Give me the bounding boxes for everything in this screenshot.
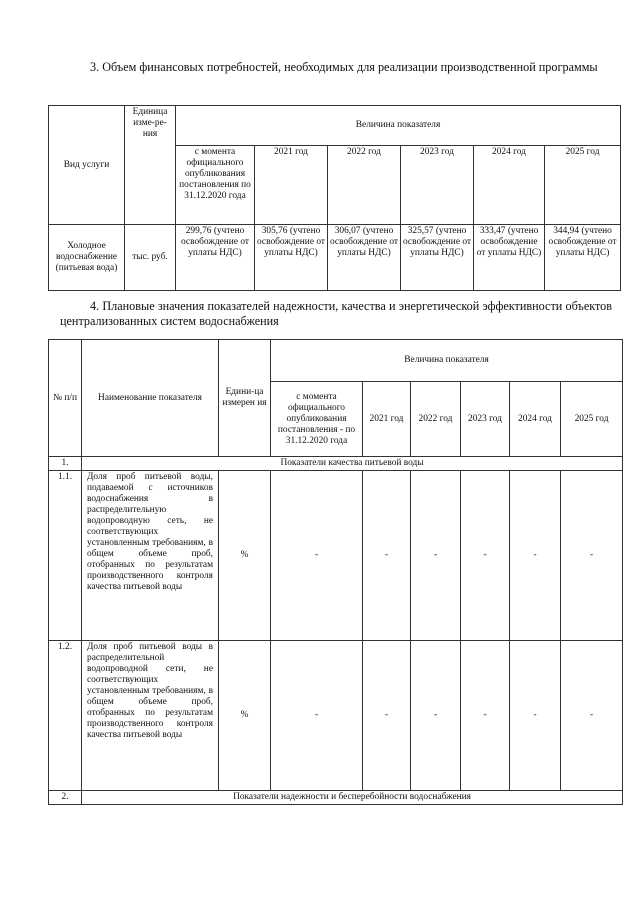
header-period: 2024 год bbox=[474, 146, 545, 225]
header-unit: Единица изме-ре-ния bbox=[125, 106, 176, 225]
header-period: с момента официального опубликования постановления - по 31.12.2020 года bbox=[271, 382, 363, 457]
indicator-name: Доля проб питьевой воды, подаваемой с источников водоснабжения в распределительную водопроводную сеть, не соответствующих установленным требованиям, в общем объеме проб, отобранных по результатам производственного контроля качества питьевой воды bbox=[82, 471, 219, 641]
header-period: с момента официального опубликования постановления по 31.12.2020 года bbox=[176, 146, 255, 225]
header-value: Величина показателя bbox=[176, 106, 621, 146]
group-num: 1. bbox=[49, 457, 82, 471]
value-cell: - bbox=[461, 471, 510, 641]
value-cell: - bbox=[510, 471, 561, 641]
row-num: 1.2. bbox=[49, 641, 82, 791]
group-row bbox=[49, 457, 623, 471]
header-period: 2023 год bbox=[401, 146, 474, 225]
header-period: 2025 год bbox=[561, 382, 623, 457]
header-period: 2021 год bbox=[255, 146, 328, 225]
value-cell: - bbox=[363, 641, 411, 791]
header-period: 2021 год bbox=[363, 382, 411, 457]
header-name: Наименование показателя bbox=[82, 340, 219, 457]
value-cell: - bbox=[411, 641, 461, 791]
indicators-table bbox=[48, 339, 623, 805]
value-cell: - bbox=[271, 641, 363, 791]
header-service: Вид услуги bbox=[49, 106, 125, 225]
financial-needs-table bbox=[48, 105, 621, 291]
group-title: Показатели надежности и бесперебойности водоснабжения bbox=[82, 791, 623, 805]
value-cell: 344,94 (учтено освобождение от уплаты НДС) bbox=[545, 225, 621, 291]
header-unit: Едини-ца измерен ия bbox=[219, 340, 271, 457]
section-4-heading: 4. Плановые значения показателей надежности, качества и энергетической эффективности объектов централизованных систем водоснабжения bbox=[60, 299, 612, 328]
row-num: 1.1. bbox=[49, 471, 82, 641]
service-name: Холодное водоснабжение (питьевая вода) bbox=[49, 225, 125, 291]
value-cell: 325,57 (учтено освобождение от уплаты НДС) bbox=[401, 225, 474, 291]
header-value: Величина показателя bbox=[271, 340, 623, 382]
table-row bbox=[49, 225, 621, 291]
section-3-heading: 3. Объем финансовых потребностей, необходимых для реализации производственной программы bbox=[90, 60, 598, 74]
group-title: Показатели качества питьевой воды bbox=[82, 457, 623, 471]
header-period: 2022 год bbox=[411, 382, 461, 457]
value-cell: 299,76 (учтено освобождение от уплаты НДС) bbox=[176, 225, 255, 291]
table-row bbox=[49, 641, 623, 791]
unit-cell: % bbox=[219, 641, 271, 791]
value-cell: - bbox=[510, 641, 561, 791]
value-cell: 333,47 (учтено освобождение от уплаты НДС) bbox=[474, 225, 545, 291]
table-row bbox=[49, 471, 623, 641]
unit-cell: % bbox=[219, 471, 271, 641]
header-period: 2024 год bbox=[510, 382, 561, 457]
value-cell: - bbox=[561, 471, 623, 641]
value-cell: 305,76 (учтено освобождение от уплаты НДС) bbox=[255, 225, 328, 291]
header-period: 2025 год bbox=[545, 146, 621, 225]
group-num: 2. bbox=[49, 791, 82, 805]
value-cell: - bbox=[561, 641, 623, 791]
header-period: 2023 год bbox=[461, 382, 510, 457]
value-cell: - bbox=[411, 471, 461, 641]
indicator-name: Доля проб питьевой воды в распределительной водопроводной сети, не соответствующих установленным требованиям, в общем объеме проб, отобранных по результатам производственного контроля качества питьевой воды bbox=[82, 641, 219, 791]
header-num: № п/п bbox=[49, 340, 82, 457]
value-cell: - bbox=[271, 471, 363, 641]
header-period: 2022 год bbox=[328, 146, 401, 225]
unit-cell: тыс. руб. bbox=[125, 225, 176, 291]
value-cell: 306,07 (учтено освобождение от уплаты НДС) bbox=[328, 225, 401, 291]
value-cell: - bbox=[461, 641, 510, 791]
group-row bbox=[49, 791, 623, 805]
value-cell: - bbox=[363, 471, 411, 641]
